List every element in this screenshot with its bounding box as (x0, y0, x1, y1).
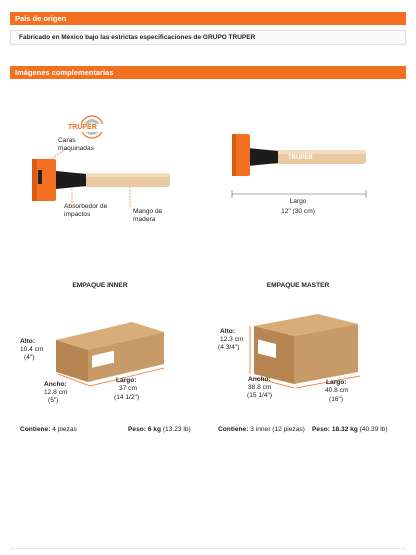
hammer-brand-right: TRUPER (288, 155, 313, 161)
origin-header: País de origen (10, 12, 406, 25)
inner-alto-label: Alto: (20, 338, 36, 345)
images-header: Imágenes complementarias (10, 66, 406, 79)
length-value: 12" (30 cm) (281, 208, 315, 215)
inner-ancho-in: (5") (48, 397, 59, 404)
inner-weight-label: Peso: (128, 426, 146, 433)
hammer-brand-left: TRUPER (68, 124, 106, 132)
inner-contains (20, 426, 110, 434)
callout-absorber: Absorbedor de impactos (64, 203, 108, 218)
master-ancho-label: Ancho: (248, 376, 271, 383)
inner-ancho-label: Ancho: (44, 381, 67, 388)
master-weight-label: Peso: (312, 426, 330, 433)
master-contains-label: Contiene: (218, 426, 249, 433)
master-alto-cm: 12.3 cm (220, 336, 244, 343)
origin-text: Fabricado en México bajo las estrictas especificaciones de GRUPO TRUPER (10, 30, 406, 45)
master-title: EMPAQUE MASTER (266, 282, 330, 289)
master-ancho-in: (15 1/4") (247, 392, 273, 399)
inner-alto-in: (4") (24, 354, 35, 361)
master-alto-in: (4 3/4") (218, 344, 240, 351)
master-largo-in: (16") (329, 396, 344, 403)
inner-contains-label: Contiene: (20, 426, 51, 433)
inner-ancho-cm: 12.8 cm (44, 389, 68, 396)
inner-largo-in: (14 1/2") (114, 394, 140, 401)
inner-alto-cm: 10.4 cm (20, 346, 44, 353)
callout-faces: Caras maquinadas (58, 137, 94, 152)
length-label: Largo (289, 198, 307, 205)
inner-weight-value: 6 kg (147, 426, 162, 433)
inner-largo-label: Largo: (116, 377, 137, 384)
hammer-right-image (228, 128, 368, 206)
footer-divider (10, 548, 406, 549)
inner-weight (128, 426, 208, 434)
master-largo-cm: 40.8 cm (325, 387, 349, 394)
master-weight (312, 426, 408, 434)
master-ancho-cm: 38.8 cm (248, 384, 272, 391)
inner-largo-cm: 37 cm (119, 385, 137, 392)
master-weight-value: 18.32 kg (331, 426, 358, 433)
inner-contains-value: 4 piezas (52, 426, 77, 433)
inner-weight-lb: (13.23 lb) (162, 426, 191, 433)
master-largo-label: Largo: (326, 379, 347, 386)
master-contains-value: 3 inner (12 piezas) (250, 426, 305, 433)
inner-title: EMPAQUE INNER (72, 282, 128, 289)
master-weight-lb: (40.39 lb) (359, 426, 388, 433)
inner-box-image (52, 318, 170, 388)
callout-handle: Mango de madera (133, 208, 163, 223)
master-contains (218, 426, 308, 434)
master-alto-label: Alto: (220, 328, 236, 335)
